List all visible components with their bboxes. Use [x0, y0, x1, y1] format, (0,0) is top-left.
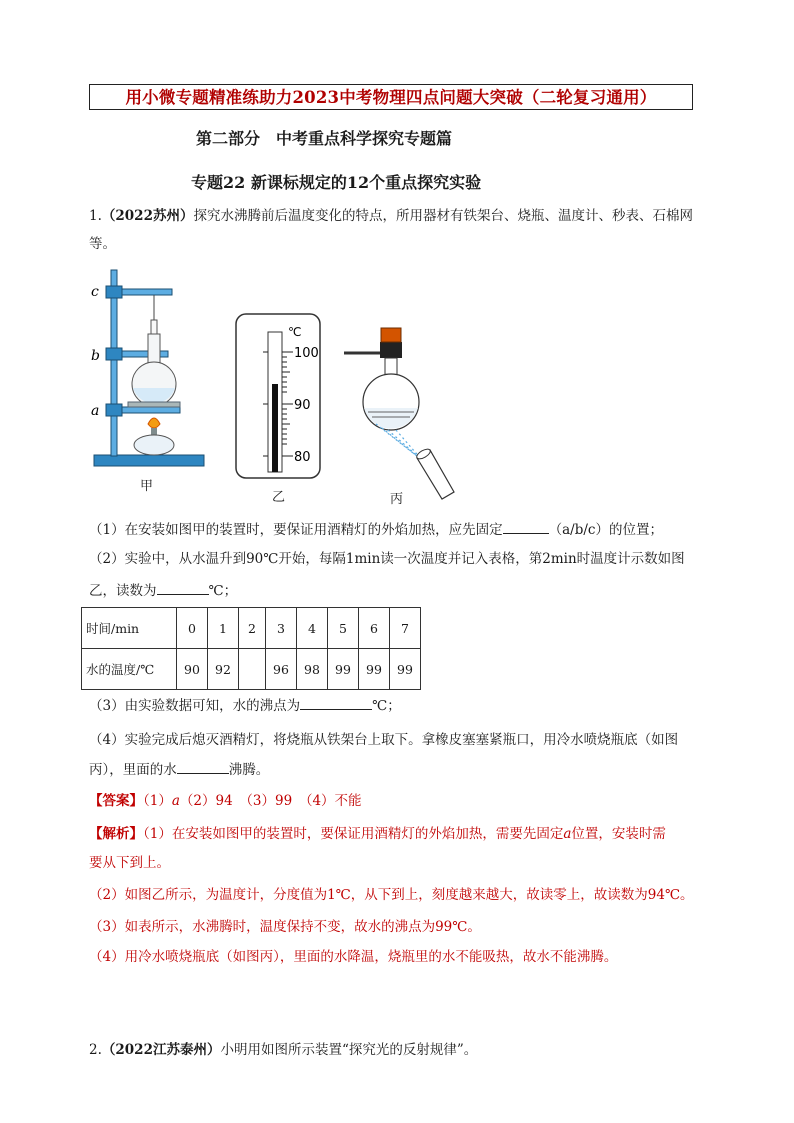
- arm-c: [122, 289, 172, 295]
- q1-sub1: [89, 517, 663, 543]
- q2-line: [89, 1037, 477, 1063]
- q1-sub4-line2: [89, 757, 269, 783]
- q1-number: 1.: [89, 208, 102, 224]
- table-row-temperature: [82, 649, 421, 690]
- alcohol-lamp: [134, 435, 174, 455]
- flask-bing-water: [364, 408, 418, 429]
- table-row-time: [82, 608, 421, 649]
- label-b: b: [91, 348, 100, 364]
- q2-number: 2.: [89, 1042, 102, 1058]
- q1-sub2-line2: [89, 578, 237, 604]
- q1-sub2-text: 乙，读数为: [89, 583, 157, 599]
- answer-part1: （1）: [143, 793, 172, 809]
- table-cell-temp: 99: [359, 649, 390, 690]
- answer-blank-1[interactable]: [503, 519, 549, 534]
- q1-analysis-3: （3）如表所示，水沸腾时，温度保持不变，故水的沸点为99℃。: [89, 919, 481, 935]
- q1-sub4-line1: （4）实验完成后熄灭酒精灯，将烧瓶从铁架台上取下。拿橡皮塞塞紧瓶口，用冷水喷烧瓶底（如图: [89, 732, 679, 748]
- flask-water: [133, 388, 175, 403]
- q1-analysis-4: （4）用冷水喷烧瓶底（如图丙），里面的水降温，烧瓶里的水不能吸热，故水不能沸腾。: [89, 949, 618, 965]
- table-cell-time: 4: [297, 608, 328, 649]
- table-cell-temp: 99: [328, 649, 359, 690]
- analysis-1-text: （1）在安装如图甲的装置时，要保证用酒精灯的外焰加热，需要先固定: [143, 826, 564, 842]
- figure-bing-caption: 丙: [390, 492, 404, 507]
- answer-blank-3[interactable]: [300, 695, 372, 710]
- q1-analysis-2: （2）如图乙所示，为温度计，分度值为1℃，从下到上，刻度越来越大，故读零上，故读数为94℃。: [89, 887, 694, 903]
- table-cell-temp: 90: [177, 649, 208, 690]
- table-header-temperature: 水的温度/℃: [82, 649, 177, 690]
- topic-title: 专题22 新课标规定的12个重点探究实验: [191, 173, 482, 192]
- label-c: c: [91, 284, 99, 300]
- holder-clamp: [380, 342, 402, 358]
- analysis-1-tail: 位置，安装时需: [571, 826, 666, 842]
- analysis-tag: 【解析】: [89, 826, 143, 842]
- temperature-table: [81, 607, 421, 690]
- answer-a: a: [171, 793, 180, 809]
- figure-jia-apparatus: [88, 262, 218, 472]
- rubber-stopper: [381, 328, 401, 342]
- q1-intro-text: 探究水沸腾前后温度变化的特点，所用器材有铁架台、烧瓶、温度计、秒表、石棉网: [193, 208, 693, 224]
- flame: [148, 418, 160, 428]
- q1-sub4-tail: 沸腾。: [228, 762, 270, 778]
- q1-source: （2022苏州）: [101, 208, 194, 224]
- tick-80: 80: [294, 450, 311, 465]
- answer-tag: 【答案】: [89, 793, 143, 809]
- q1-sub3-unit: ℃；: [372, 698, 401, 714]
- arm-a: [122, 407, 180, 413]
- figure-yi-caption: 乙: [272, 490, 286, 505]
- q1-sub3-text: （3）由实验数据可知，水的沸点为: [89, 698, 301, 714]
- unit-label: ℃: [288, 325, 302, 339]
- table-cell-temp: 99: [390, 649, 421, 690]
- figure-jia-caption: 甲: [140, 479, 154, 494]
- answer-blank-2[interactable]: [157, 580, 209, 595]
- q1-sub1-text: （1）在安装如图甲的装置时，要保证用酒精灯的外焰加热，应先固定: [89, 522, 503, 538]
- figure-yi-thermometer: [233, 312, 323, 482]
- table-cell-temp-blank: [239, 649, 266, 690]
- table-cell-time: 6: [359, 608, 390, 649]
- q1-analysis-line1: [89, 821, 666, 847]
- table-cell-temp: 92: [208, 649, 239, 690]
- q1-sub2-line1: （2）实验中，从水温升到90℃开始，每隔1min读一次温度并记入表格，第2min时温度计示数如图: [89, 551, 685, 567]
- clamp-a: [106, 404, 122, 416]
- analysis-1-a: a: [563, 826, 572, 842]
- table-cell-time: 0: [177, 608, 208, 649]
- q1-sub1-options: （a/b/c）的位置；: [548, 522, 663, 538]
- table-cell-time: 7: [390, 608, 421, 649]
- q1-answer: [89, 788, 362, 814]
- q1-sub4-text: 丙），里面的水: [89, 762, 177, 778]
- answer-part2: （2）94 （3）99 （4）不能: [179, 793, 362, 809]
- table-cell-temp: 98: [297, 649, 328, 690]
- q2-source: （2022江苏泰州）: [101, 1042, 221, 1058]
- table-header-time: 时间/min: [82, 608, 177, 649]
- table-cell-time: 5: [328, 608, 359, 649]
- answer-blank-4[interactable]: [177, 759, 229, 774]
- clamp-c: [106, 286, 122, 298]
- part-title: 第二部分 中考重点科学探究专题篇: [196, 129, 453, 148]
- q2-text: 小明用如图所示装置“探究光的反射规律”。: [220, 1042, 478, 1058]
- q1-sub3: [89, 693, 401, 719]
- label-a: a: [91, 403, 100, 419]
- table-cell-time: 1: [208, 608, 239, 649]
- clamp-b: [106, 348, 122, 360]
- table-cell-time: 3: [266, 608, 297, 649]
- q1-analysis-line2: 要从下到上。: [89, 855, 170, 871]
- stand-base: [94, 455, 204, 466]
- table-cell-temp: 96: [266, 649, 297, 690]
- tick-90: 90: [294, 398, 311, 413]
- q1-intro-line1: [89, 203, 693, 229]
- q1-intro-line2: 等。: [89, 236, 116, 252]
- tick-100: 100: [294, 346, 319, 361]
- figure-bing-flask: [342, 320, 457, 500]
- series-banner: 用小微专题精准练助力2023中考物理四点问题大突破（二轮复习通用）: [89, 84, 693, 110]
- asbestos-gauze: [128, 402, 180, 407]
- mercury-column: [272, 384, 278, 472]
- table-cell-time: 2: [239, 608, 266, 649]
- q1-sub2-unit: ℃；: [208, 583, 238, 599]
- arm-b: [122, 351, 168, 357]
